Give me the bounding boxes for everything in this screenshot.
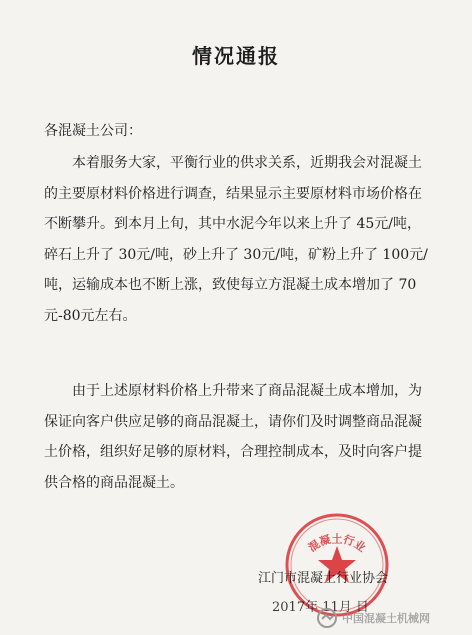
seal-text: 混凝土行业	[306, 532, 368, 555]
paragraph-2-text: 由于上述原材料价格上升带来了商品混凝土成本增加，为保证向客户供应足够的商品混凝土，请你们及时调整商品混凝土价格，组织好足够的原材料，合理控制成本，及时向客户提供合格的商品混凝土。	[44, 383, 422, 491]
watermark	[316, 606, 468, 630]
document-title: 情况通报	[192, 44, 280, 68]
paragraph-1	[44, 148, 434, 331]
paragraph-2	[44, 376, 434, 498]
paragraph-1-text: 本着服务大家，平衡行业的供求关系，近期我会对混凝土的主要原材料价格进行调查，结果显示主要原材料市场价格在不断攀升。到本月上旬，其中水泥今年以来上升了 45元/吨，碎石上升了 30元/吨，砂上升了 30元/吨，矿粉上升了 100元/吨，运输成本也不断上涨，致使每立方混凝土成本增加了 70元-80元左右。	[44, 155, 428, 324]
document-date: 2017年 11月 日	[272, 600, 369, 615]
salutation: 各混凝土公司：	[44, 123, 142, 139]
watermark-text: 中国混凝土机械网	[342, 612, 430, 625]
signature-org: 江门市混凝土行业协会	[258, 571, 389, 586]
watermark-logo-icon	[316, 607, 338, 629]
